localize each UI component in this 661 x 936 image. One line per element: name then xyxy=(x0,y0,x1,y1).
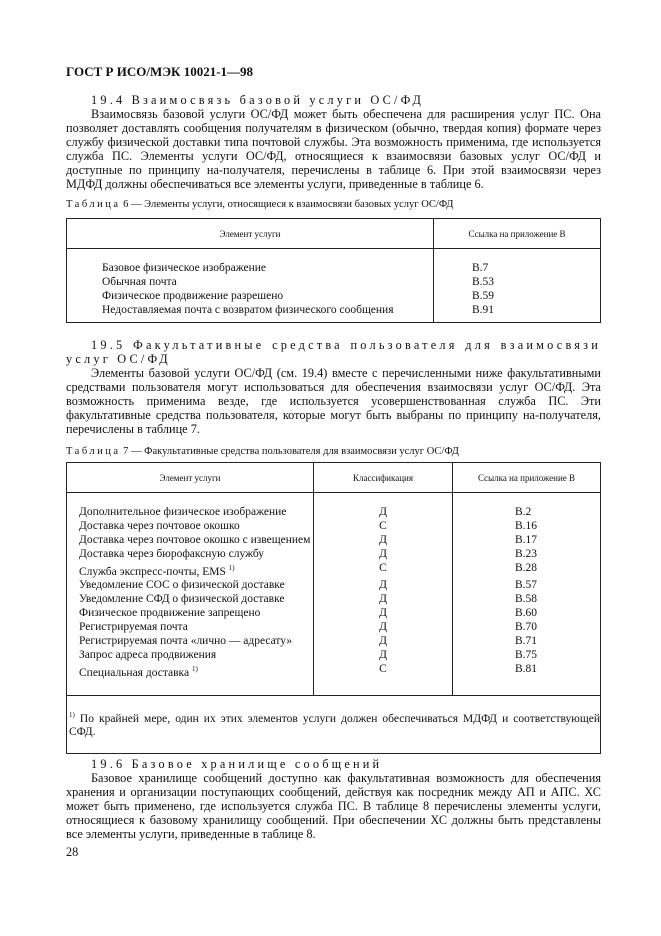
table-6 xyxy=(66,218,601,323)
classification: Д xyxy=(314,534,453,548)
appendix-ref: В.81 xyxy=(453,663,601,695)
table-row xyxy=(67,520,601,534)
appendix-ref: В.7 xyxy=(434,249,601,276)
appendix-ref: В.2 xyxy=(453,493,601,520)
paragraph: Элементы базовой услуги ОС/ФД (см. 19.4) вместе с перечисленными ниже факультативными средствами пользователя могут использоваться для обеспечения взаимосвязи услуг ОС/ФД. Эта возможность применима везде, где используется усовершенствованная служба ПС. Эти факультативные средства пользователя, которые могут быть выбраны по принципу на-получателя, перечислены в таблице 7. xyxy=(66,366,601,436)
classification: Д xyxy=(314,607,453,621)
column-header: Элемент услуги xyxy=(67,219,434,249)
table-row xyxy=(67,562,601,580)
service-element-label: Запрос адреса продвижения xyxy=(79,648,217,661)
service-element-label: Регистрируемая почта xyxy=(79,621,188,634)
service-element-label: Дополнительное физическое изображение xyxy=(79,506,287,518)
service-element: Базовое физическое изображение xyxy=(67,249,434,276)
service-element-label: Уведомление СОС о физической доставке xyxy=(79,579,285,592)
table-row xyxy=(67,621,601,635)
service-element: Физическое продвижение разрешено xyxy=(67,290,434,304)
table-7 xyxy=(66,462,601,754)
appendix-ref: В.57 xyxy=(453,579,601,593)
section-19-5 xyxy=(66,338,601,436)
service-element: Обычная почта xyxy=(67,276,434,290)
service-element xyxy=(67,621,314,635)
classification: С xyxy=(314,520,453,534)
service-element-label: Уведомление СФД о физической доставке xyxy=(79,593,285,606)
table-row xyxy=(67,249,601,276)
table-caption-text: 7 — Факультативные средства пользователя для взаимосвязи услуг ОС/ФД xyxy=(123,446,459,457)
appendix-ref: В.28 xyxy=(453,562,601,580)
service-element xyxy=(67,562,314,580)
appendix-ref: В.60 xyxy=(453,607,601,621)
table-7-caption xyxy=(66,446,601,457)
table-row xyxy=(67,304,601,322)
classification: С xyxy=(314,663,453,695)
service-element xyxy=(67,649,314,663)
service-element-label: Физическое продвижение запрещено xyxy=(79,607,261,620)
section-heading: 19.5 Факультативные средства пользователя для взаимосвязи услуг ОС/ФД xyxy=(66,338,601,366)
footnote-mark: 1) xyxy=(191,664,198,673)
table-row xyxy=(67,579,601,593)
classification: Д xyxy=(314,621,453,635)
column-header: Ссылка на приложение В xyxy=(453,463,601,493)
footnote-mark: 1) xyxy=(228,563,235,572)
table-row xyxy=(67,663,601,695)
table-row xyxy=(67,593,601,607)
appendix-ref: В.70 xyxy=(453,621,601,635)
appendix-ref: В.71 xyxy=(453,635,601,649)
appendix-ref: В.53 xyxy=(434,276,601,290)
appendix-ref: В.58 xyxy=(453,593,601,607)
table-caption-text: 6 — Элементы услуги, относящиеся к взаимосвязи базовых услуг ОС/ФД xyxy=(123,199,454,210)
paragraph: Базовое хранилище сообщений доступно как факультативная возможность для обеспечения хранения и организации поступающих сообщений, действуя как посредник между АП и АПС. ХС может быть применено, где используется служба ПС. В таблице 8 перечислены элементы услуги, относящиеся к базовому хранилищу сообщений. При обеспечении ХС должны быть представлены все элементы услуги, приведенные в таблице 8. xyxy=(66,771,601,841)
service-element xyxy=(67,579,314,593)
column-header: Классификация xyxy=(314,463,453,493)
appendix-ref: В.75 xyxy=(453,649,601,663)
column-header: Ссылка на приложение В xyxy=(434,219,601,249)
section-19-6 xyxy=(66,757,601,841)
page-number: 28 xyxy=(66,845,79,859)
service-element xyxy=(67,534,314,548)
service-element-label: Специальная доставка xyxy=(79,666,190,679)
service-element xyxy=(67,593,314,607)
appendix-ref: В.17 xyxy=(453,534,601,548)
table-label: Таблица xyxy=(66,446,121,457)
section-heading: 19.4 Взаимосвязь базовой услуги ОС/ФД xyxy=(91,93,425,107)
table-footnote xyxy=(66,696,601,755)
table-6-caption xyxy=(66,199,601,210)
table-row xyxy=(67,493,601,520)
service-element xyxy=(67,635,314,649)
classification: Д xyxy=(314,593,453,607)
table-row xyxy=(67,649,601,663)
paragraph: Взаимосвязь базовой услуги ОС/ФД может быть обеспечена для расширения услуг ПС. Она позволяет доставлять сообщения получателям в физическом (обычно, твердая копия) формате через службу физической доставки типа почтовой службы. Эта возможность применима, где используется служба ПС. Элементы услуги ОС/ФД, относящиеся к взаимосвязи базовых услуг ОС/ФД и доступные по принципу на-получателя, перечислены в таблице 6. При этой взаимосвязи через МДФД должны обеспечиваться все элементы услуги, приведенные в таблице 6. xyxy=(66,107,601,191)
service-element-label: Доставка через почтовое окошко xyxy=(79,519,240,532)
table-row xyxy=(67,607,601,621)
classification: Д xyxy=(314,579,453,593)
classification: С xyxy=(314,562,453,580)
appendix-ref: В.16 xyxy=(453,520,601,534)
classification: Д xyxy=(314,548,453,562)
service-element xyxy=(67,520,314,534)
table-row xyxy=(67,635,601,649)
document-header: ГОСТ Р ИСО/МЭК 10021-1—98 xyxy=(66,64,254,79)
service-element xyxy=(67,493,314,520)
footnote-text: По крайней мере, один их этих элементов услуги должен обеспечиваться МДФД и соответствующей СФД. xyxy=(69,712,600,739)
classification: Д xyxy=(314,635,453,649)
appendix-ref: В.91 xyxy=(434,304,601,322)
table-label: Таблица xyxy=(66,199,121,210)
service-element xyxy=(67,663,314,695)
classification: Д xyxy=(314,493,453,520)
classification: Д xyxy=(314,649,453,663)
table-row xyxy=(67,276,601,290)
service-element-label: Доставка через бюрофаксную службу xyxy=(79,547,265,560)
table-row xyxy=(67,548,601,562)
footnote-mark: 1) xyxy=(69,710,75,719)
service-element-label: Доставка через почтовое окошко с извещением xyxy=(79,533,311,546)
service-element xyxy=(67,548,314,562)
section-19-4 xyxy=(66,93,601,191)
appendix-ref: В.23 xyxy=(453,548,601,562)
column-header: Элемент услуги xyxy=(67,463,314,493)
section-heading: 19.6 Базовое хранилище сообщений xyxy=(91,757,383,771)
appendix-ref: В.59 xyxy=(434,290,601,304)
table-row xyxy=(67,534,601,548)
table-row xyxy=(67,290,601,304)
service-element-label: Регистрируемая почта «лично — адресату» xyxy=(79,634,293,647)
service-element xyxy=(67,607,314,621)
service-element-label: Служба экспресс-почты, EMS xyxy=(79,565,226,578)
service-element: Недоставляемая почта с возвратом физического сообщения xyxy=(67,304,434,322)
